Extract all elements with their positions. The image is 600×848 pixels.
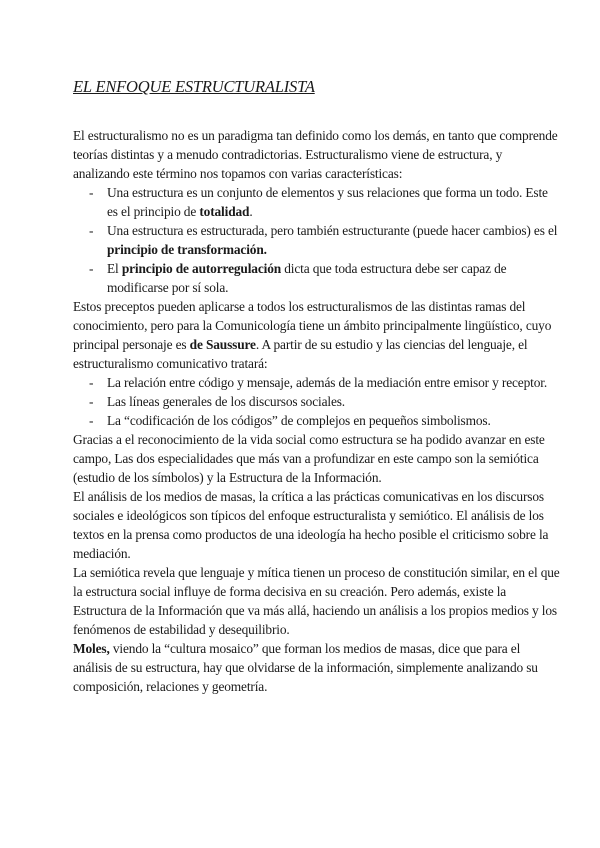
list-item-text: Una estructura es un conjunto de elementos y sus relaciones que forma un todo. Este es el principio de: [107, 185, 548, 219]
paragraph-semiotics: La semiótica revela que lenguaje y mítica tienen un proceso de constitución similar, en el que la estructura social influye de forma decisiva en su creación. Pero además, existe la Estructura de la Información que va más allá, haciendo un análisis a los propios medios y los fenómenos de estabilidad y desequilibrio.: [73, 565, 560, 637]
paragraph-moles: [73, 639, 560, 696]
list-item-text: .: [249, 204, 253, 219]
list-item-text: Una estructura es estructurada, pero también estructurante (puede hacer cambios) es el: [107, 223, 558, 238]
list-dash: -: [89, 375, 94, 390]
list-item: [73, 183, 560, 221]
paragraph-social-life: Gracias a el reconocimiento de la vida social como estructura se ha podido avanzar en este campo, Las dos especialidades que más van a profundizar en este campo son la semiótica (estudio de los símbolos) y la Estructura de la Información.: [73, 432, 545, 485]
bold-term: totalidad: [199, 204, 250, 219]
bold-term: principio de autorregulación: [121, 261, 282, 276]
paragraph-mass-media: El análisis de los medios de masas, la crítica a las prácticas comunicativas en los discursos sociales e ideológicos son típicos del enfoque estructuralista y semiótico. El análisis de los textos en la prensa como productos de una ideología ha hecho posible el criticismo sobre la mediación.: [73, 489, 549, 561]
paragraph-saussure: [73, 297, 560, 373]
bold-term: Moles,: [73, 641, 110, 656]
list-dash: -: [89, 261, 94, 276]
paragraph-text: viendo la “cultura mosaico” que forman los medios de masas, dice que para el análisis de su estructura, hay que olvidarse de la información, simplemente analizando su composición, relaciones y geometría.: [73, 641, 538, 694]
list-item-text: El: [107, 261, 122, 276]
list-dash: -: [89, 394, 94, 409]
list-item-text: La relación entre código y mensaje, además de la mediación entre emisor y receptor.: [107, 375, 548, 390]
list-item-text: La “codificación de los códigos” de complejos en pequeños simbolismos.: [107, 413, 491, 428]
paragraph-text: Estos preceptos pueden aplicarse a todos los estructuralismos de las distintas ramas del conocimiento, pero para la Comunicología tiene un ámbito principalmente lingüístico, cuyo principal personaje es: [73, 299, 552, 352]
list-dash: -: [89, 223, 94, 238]
document-title: EL ENFOQUE ESTRUCTURALISTA: [73, 77, 315, 96]
list-item: [73, 259, 560, 297]
list-dash: -: [89, 185, 94, 200]
communicative-structuralism-list: [73, 373, 560, 430]
list-item-text: dicta que toda estructura debe ser capaz de modificarse por sí sola.: [107, 261, 507, 295]
list-item: [73, 411, 560, 430]
list-item: [73, 392, 560, 411]
bold-term: principio de transformación.: [107, 242, 267, 257]
list-item: [73, 221, 560, 259]
bold-term: de Saussure: [189, 337, 256, 352]
list-item-text: Las líneas generales de los discursos sociales.: [107, 394, 346, 409]
list-dash: -: [89, 413, 94, 428]
paragraph-intro: El estructuralismo no es un paradigma tan definido como los demás, en tanto que comprende teorías distintas y a menudo contradictorias. Estructuralismo viene de estructura, y analizando este término nos topamos con varias características:: [73, 128, 558, 181]
paragraph-text: . A partir de su estudio y las ciencias del lenguaje, el estructuralismo comunicativo tratará:: [73, 337, 528, 371]
list-item: [73, 373, 560, 392]
characteristics-list: [73, 183, 560, 297]
